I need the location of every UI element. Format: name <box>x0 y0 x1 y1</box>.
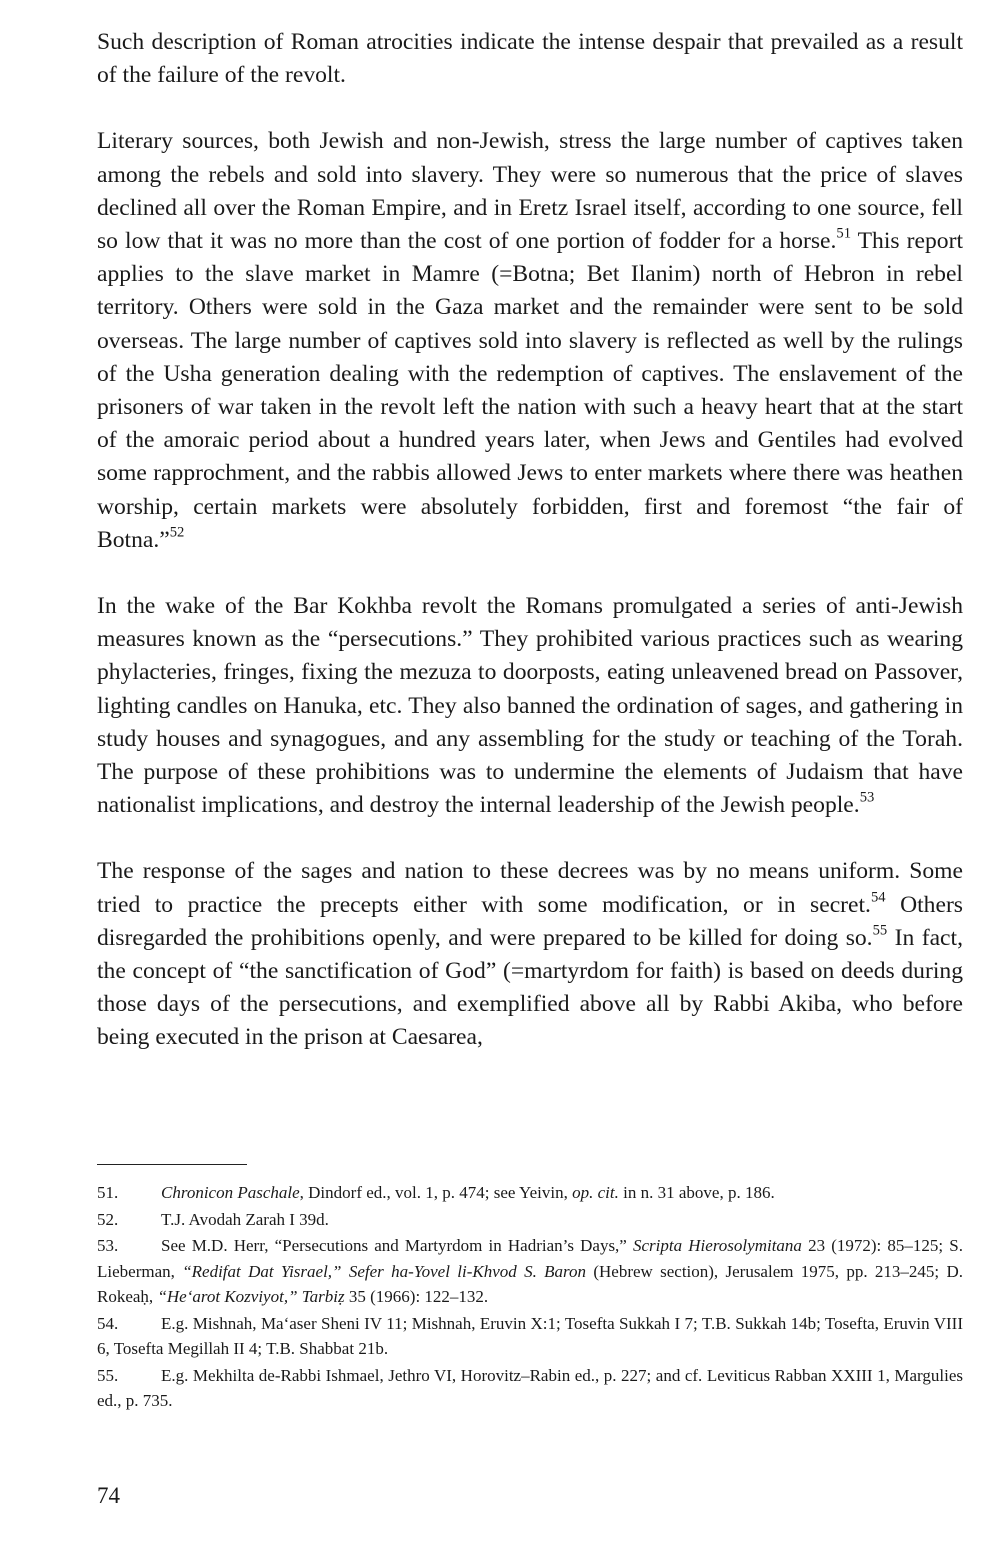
footnote-text: E.g. Mishnah, Ma‘aser Sheni IV 11; Mishnah, Eruvin X:1; Tosefta Sukkah I 7; T.B. Sukkah 14b; Tosefta, Eruvin VIII 6, Tosefta Megillah II 4; T.B. Shabbat 21b. <box>97 1313 963 1358</box>
page-number: 74 <box>97 1483 120 1508</box>
footnote-title: “He‘arot Kozviyot,” Tarbiẓ <box>157 1287 345 1306</box>
footnote-number: 54. <box>97 1313 119 1333</box>
footnote-ref-52: 52 <box>169 524 185 541</box>
footnote-item <box>97 1363 963 1414</box>
footnote-text: in n. 31 above, p. 186. <box>618 1183 775 1202</box>
footnote-item <box>97 1207 963 1232</box>
body-text <box>97 26 963 1055</box>
footnote-ref-51: 51 <box>836 225 851 242</box>
paragraph-text: Literary sources, both Jewish and non-Jewish, stress the large number of captives taken among the rebels and sold into slavery. They were so numerous that the price of slaves declined all over the Roman Empire, and in Eretz Israel itself, according to one source, fell so low that it was no more than the cost of one portion of fodder for a horse. <box>97 128 963 255</box>
footnote-title: “Redifat Dat Yisrael,” Sefer ha-Yovel li-Khvod S. Baron <box>182 1261 587 1281</box>
paragraph-4 <box>97 855 963 1054</box>
paragraph-1 <box>97 26 963 92</box>
footnote-text: (Hebrew section), Jerusalem 1975, pp. 213–245; D. Rokeaḥ, <box>97 1261 963 1306</box>
footnote-number: 51. <box>97 1183 119 1202</box>
footnote-text: E.g. Mekhilta de-Rabbi Ishmael, Jethro VI, Horovitz–Rabin ed., p. 227; and cf. Leviticus Rabban XXIII 1, Margulies ed., p. 735. <box>97 1365 963 1410</box>
paragraph-text: In fact, the concept of “the sanctification of God” (=martyrdom for faith) is based on deeds during those days of the persecutions, and exemplified above all by Rabbi Akiba, who before being executed in the prison at Caesarea, <box>97 924 963 1051</box>
footnote-ref-53: 53 <box>859 789 875 806</box>
footnote-ref-54: 54 <box>870 889 886 906</box>
paragraph-text: Such description of Roman atrocities indicate the intense despair that prevailed as a result of the failure of the revolt. <box>97 29 963 89</box>
footnote-text: 23 (1972): 85–125; S. Lieberman, <box>97 1236 963 1281</box>
footnote-item <box>97 1180 963 1205</box>
footnote-ref-55: 55 <box>872 922 888 939</box>
footnote-item <box>97 1233 963 1309</box>
footnote-divider <box>97 1164 247 1165</box>
footnote-number: 52. <box>97 1209 119 1229</box>
paragraph-3 <box>97 590 963 822</box>
footnote-number: 55. <box>97 1365 119 1385</box>
footnote-item <box>97 1311 963 1362</box>
footnote-title: Scripta Hierosolymitana <box>633 1236 802 1256</box>
footnote-text: T.J. Avodah Zarah I 39d. <box>161 1209 329 1229</box>
footnote-text: 35 (1966): 122–132. <box>344 1287 489 1306</box>
footnote-title: op. cit. <box>572 1183 619 1202</box>
paragraph-text: The response of the sages and nation to these decrees was by no means uniform. Some tried to practice the precepts either with some modification, or in secret. <box>97 858 963 918</box>
paragraph-text: Others disregarded the prohibitions openly, and were prepared to be killed for doing so. <box>97 891 963 951</box>
footnote-text: See M.D. Herr, “Persecutions and Martyrdom in Hadrian’s Days,” <box>161 1236 634 1256</box>
footnote-title: Chronicon Paschale <box>161 1183 300 1202</box>
paragraph-text: This report applies to the slave market in Mamre (=Botna; Bet Ilanim) north of Hebron in rebel territory. Others were sold in the Gaza market and the remainder were sent to be sold overseas. The large number of captives sold into slavery is reflected as well by the rulings of the Usha generation dealing with the redemption of captives. The enslavement of the prisoners of war taken in the revolt left the nation with such a heavy heart that at the start of the amoraic period about a hundred years later, when Jews and Gentiles had evolved some rapprochment, and the rabbis allowed Jews to enter markets where there was heathen worship, certain markets were absolutely forbidden, first and foremost “the fair of Botna.” <box>97 228 963 553</box>
footnote-number: 53. <box>97 1236 119 1256</box>
footnotes <box>97 1180 963 1415</box>
footnote-text: , Dindorf ed., vol. 1, p. 474; see Yeivin, <box>299 1183 573 1202</box>
paragraph-2 <box>97 125 963 557</box>
paragraph-text: In the wake of the Bar Kokhba revolt the Romans promulgated a series of anti-Jewish measures known as the “persecutions.” They prohibited various practices such as wearing phylacteries, fringes, fixing the mezuza to doorposts, eating unleavened bread on Passover, lighting candles on Hanuka, etc. They also banned the ordination of sages, and gathering in study houses and synagogues, and any assembling for the study or teaching of the Torah. The purpose of these prohibitions was to undermine the elements of Judaism that have nationalist implications, and destroy the internal leadership of the Jewish people. <box>97 593 963 819</box>
